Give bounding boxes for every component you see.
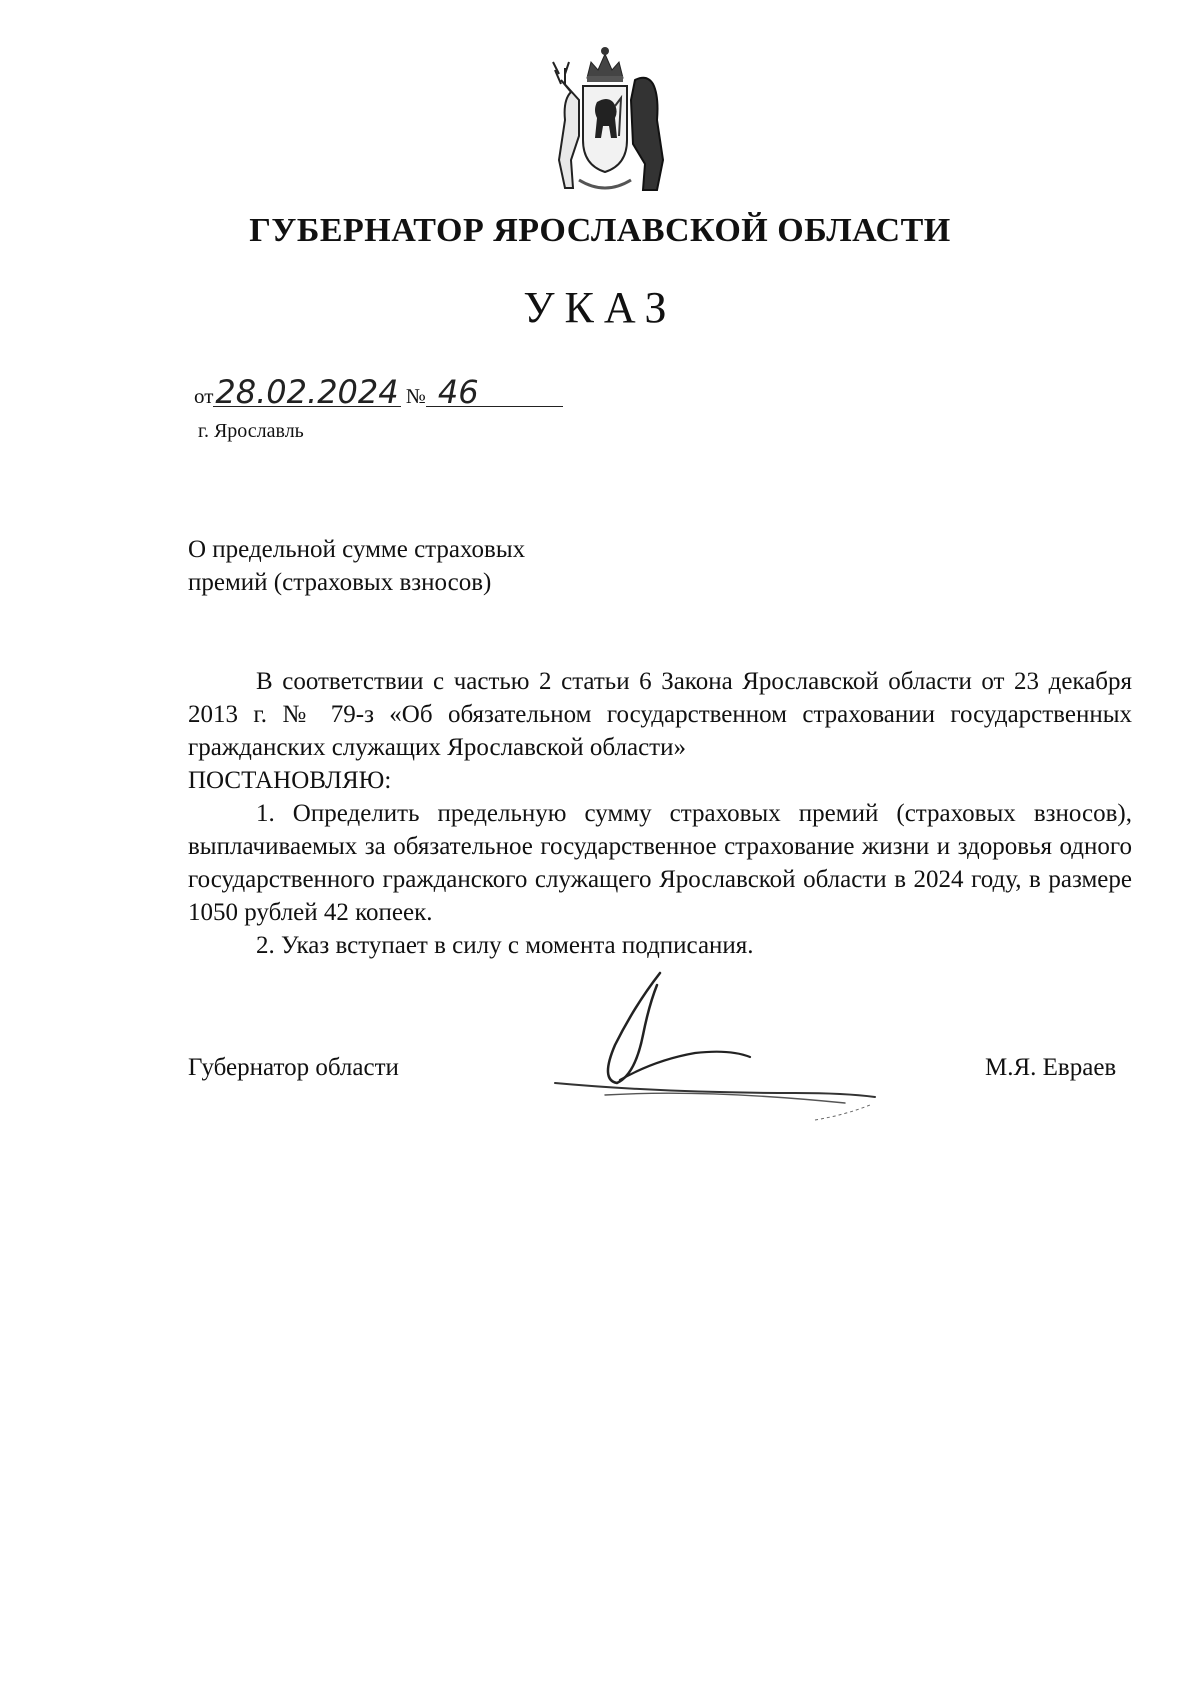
- city: г. Ярославль: [198, 420, 304, 442]
- number-prefix: №: [405, 384, 426, 408]
- document-type: УКАЗ: [523, 283, 677, 332]
- handwritten-date: 28.02.2024: [215, 373, 399, 411]
- subject-line: О предельной сумме страховых: [188, 536, 526, 563]
- signer-position: Губернатор области: [188, 1054, 399, 1081]
- date-number-line: [194, 373, 563, 411]
- resolve-word: ПОСТАНОВЛЯЮ:: [188, 767, 392, 794]
- item-2: 2. Указ вступает в силу с момента подписания.: [256, 932, 754, 959]
- coat-of-arms-icon: [535, 40, 675, 200]
- date-prefix: от: [194, 384, 214, 408]
- subject-heading: [188, 533, 525, 599]
- issuer-title: ГУБЕРНАТОР ЯРОСЛАВСКОЙ ОБЛАСТИ: [249, 212, 951, 249]
- handwritten-signature-icon: [545, 965, 915, 1140]
- decree-body: [188, 665, 1132, 962]
- preamble-paragraph: В соответствии с частью 2 статьи 6 Закона Ярославской области от 23 декабря 2013 г. № 79-з «Об обязательном государственном страховании государственных гражданских служащих Ярославской области»: [188, 668, 1132, 761]
- item-1: 1. Определить предельную сумму страховых премий (страховых взносов), выплачиваемых за обязательное государственное страхование жизни и здоровья одного государственного гражданского служащего Ярославской области в 2024 году, в размере 1050 рублей 42 копеек.: [188, 800, 1132, 926]
- signer-name: М.Я. Евраев: [985, 1054, 1117, 1081]
- handwritten-number: 46: [426, 378, 563, 407]
- subject-line: премий (страховых взносов): [188, 569, 492, 596]
